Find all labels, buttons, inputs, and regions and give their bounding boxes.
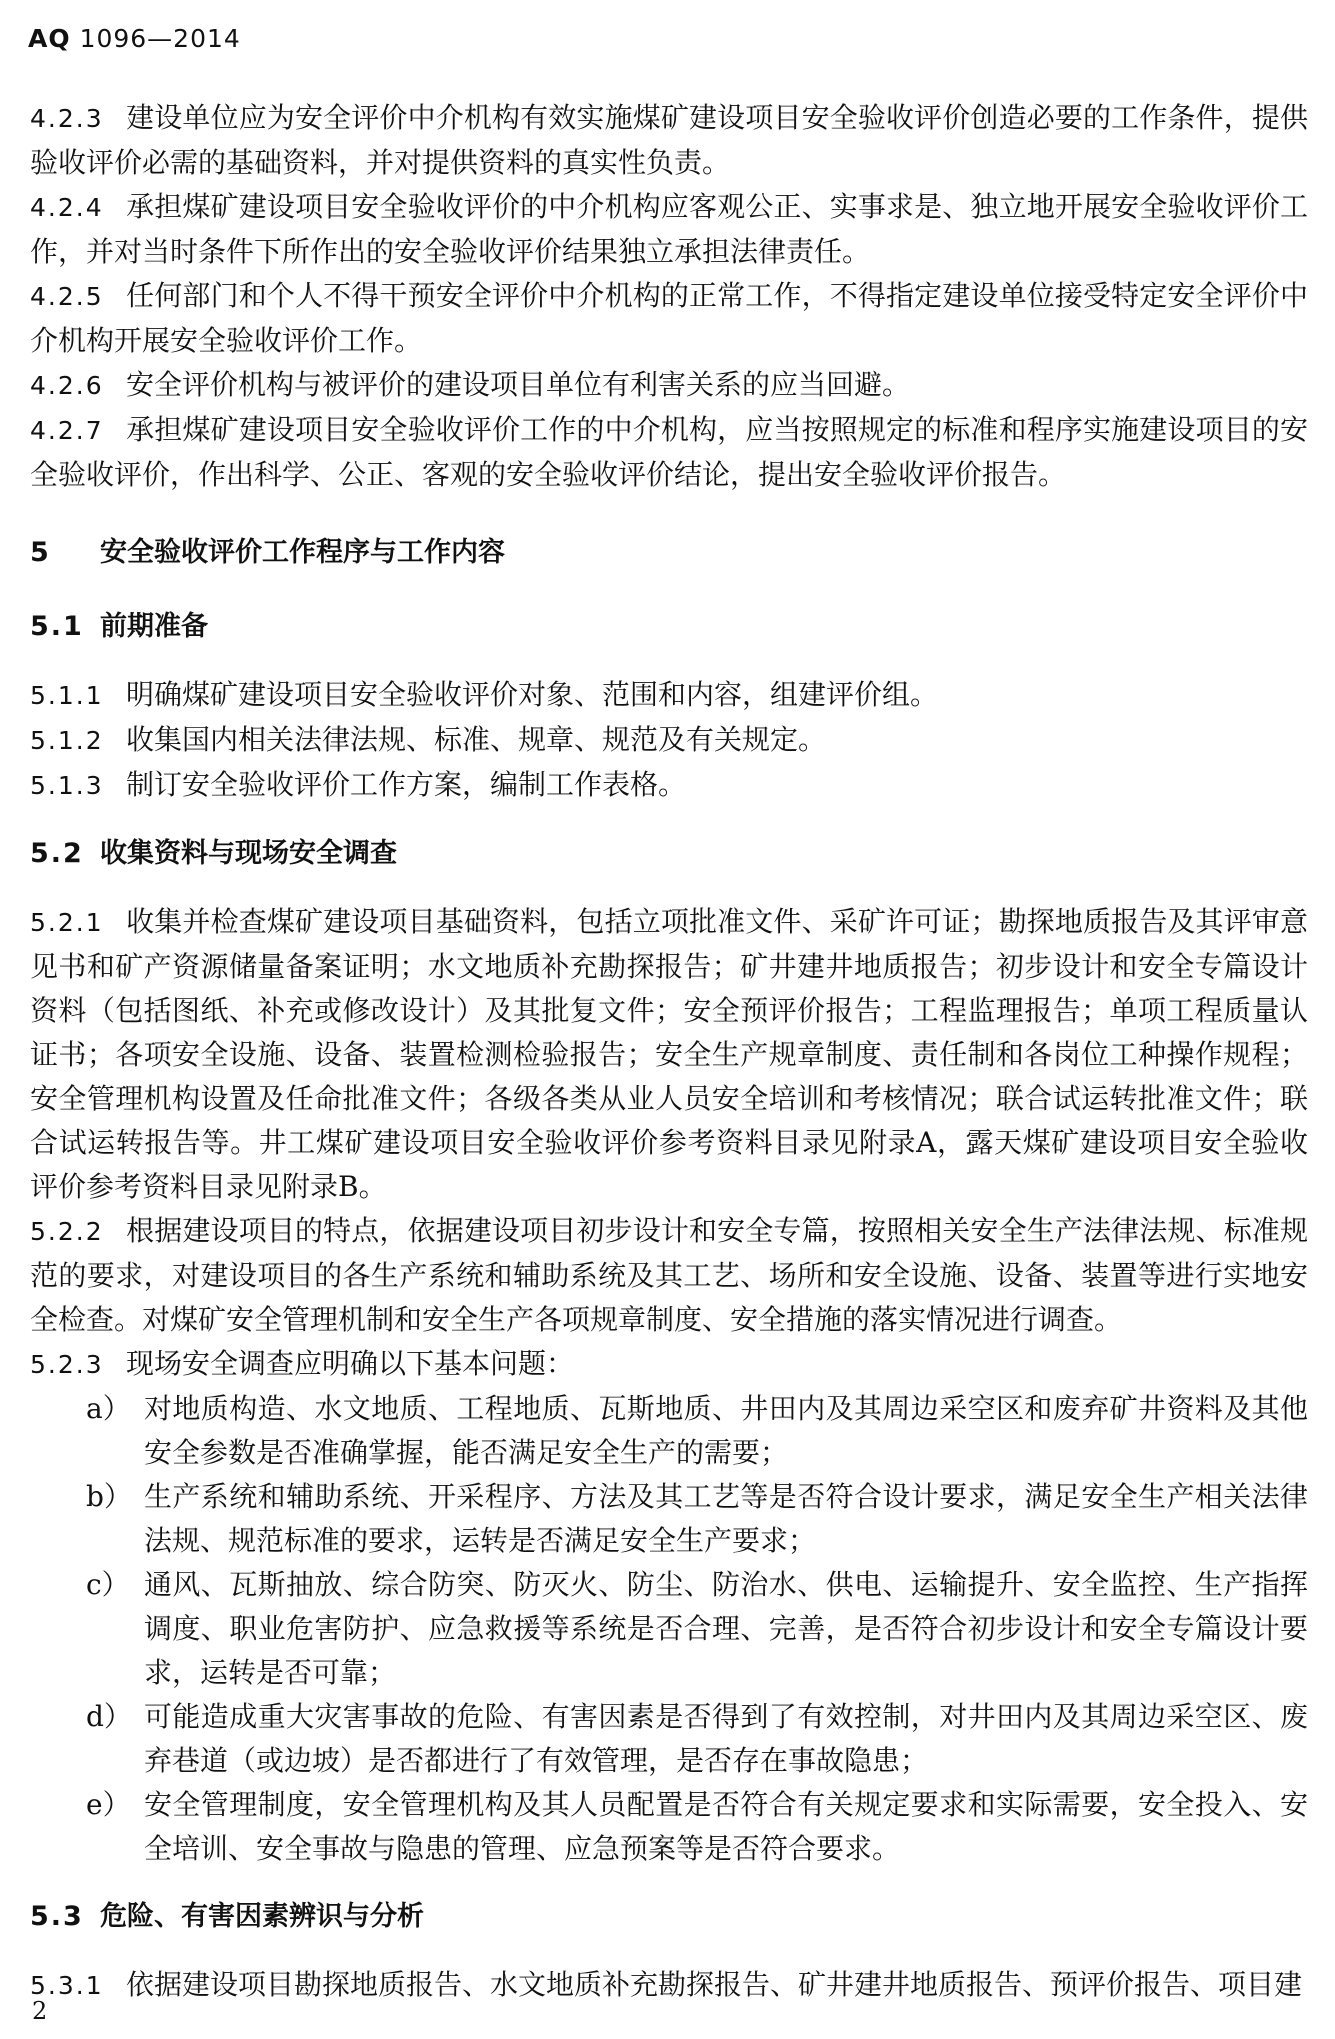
list-item [30, 1563, 1308, 1695]
section-heading-5-2 [30, 834, 1308, 874]
requirement-list [30, 1387, 1308, 1871]
section-number: 5 [30, 537, 51, 568]
clause-number: 4.2.6 [30, 371, 104, 400]
clause-number: 5.2.3 [30, 1350, 104, 1379]
section-heading-5-1 [30, 607, 1308, 647]
list-text: 通风、瓦斯抽放、综合防突、防灭火、防尘、防治水、供电、运输提升、安全监控、生产指挥调度、职业危害防护、应急救援等系统是否合理、完善，是否符合初步设计和安全专篇设计要求，运转是否可靠； [144, 1568, 1308, 1689]
clause-text: 根据建设项目的特点，依据建设项目初步设计和安全专篇，按照相关安全生产法律法规、标准规范的要求，对建设项目的各生产系统和辅助系统及其工艺、场所和安全设施、设备、装置等进行实地安全检查。对煤矿安全管理机制和安全生产各项规章制度、安全措施的落实情况进行调查。 [30, 1214, 1308, 1336]
standard-header [28, 24, 241, 53]
section-title: 危险、有害因素辨识与分析 [100, 1901, 424, 1932]
clause-number: 5.1.3 [30, 771, 104, 800]
section-heading-5-3 [30, 1897, 1308, 1937]
clause-5-2-1 [30, 900, 1308, 1209]
document-body [30, 96, 1308, 2008]
clause-text: 依据建设项目勘探地质报告、水文地质补充勘探报告、矿井建井地质报告、预评价报告、项目建 [126, 1968, 1303, 2001]
clause-text: 现场安全调查应明确以下基本问题： [126, 1347, 575, 1380]
clause-number: 4.2.3 [30, 104, 104, 133]
section-title: 安全验收评价工作程序与工作内容 [100, 537, 505, 568]
clause-5-1-3 [30, 763, 1308, 808]
section-heading-5 [30, 533, 1308, 573]
clause-text: 建设单位应为安全评价中介机构有效实施煤矿建设项目安全验收评价创造必要的工作条件，提供验收评价必需的基础资料，并对提供资料的真实性负责。 [30, 101, 1308, 179]
clause-text: 收集国内相关法律法规、标准、规章、规范及有关规定。 [126, 723, 827, 756]
clause-4-2-7 [30, 408, 1308, 497]
clause-5-3-1 [30, 1963, 1308, 2008]
section-title: 前期准备 [100, 611, 208, 642]
list-item [30, 1387, 1308, 1475]
clause-4-2-5 [30, 274, 1308, 363]
list-item [30, 1475, 1308, 1563]
list-marker: d） [86, 1700, 132, 1733]
section-title: 收集资料与现场安全调查 [100, 838, 397, 869]
clause-4-2-4 [30, 185, 1308, 274]
clause-number: 4.2.4 [30, 193, 104, 222]
list-item [30, 1783, 1308, 1871]
clause-text: 承担煤矿建设项目安全验收评价工作的中介机构，应当按照规定的标准和程序实施建设项目的安全验收评价，作出科学、公正、客观的安全验收评价结论，提出安全验收评价报告。 [30, 413, 1308, 491]
clause-number: 5.2.2 [30, 1217, 104, 1246]
clause-number: 4.2.7 [30, 416, 104, 445]
list-text: 对地质构造、水文地质、工程地质、瓦斯地质、井田内及其周边采空区和废弃矿井资料及其他安全参数是否准确掌握，能否满足安全生产的需要； [144, 1392, 1308, 1469]
list-text: 可能造成重大灾害事故的危险、有害因素是否得到了有效控制，对井田内及其周边采空区、废弃巷道（或边坡）是否都进行了有效管理，是否存在事故隐患； [144, 1700, 1308, 1777]
clause-text: 制订安全验收评价工作方案，编制工作表格。 [126, 768, 687, 801]
clause-4-2-3 [30, 96, 1308, 185]
list-marker: c） [86, 1568, 130, 1601]
clause-number: 5.1.1 [30, 681, 104, 710]
clause-5-2-2 [30, 1209, 1308, 1342]
clause-text: 明确煤矿建设项目安全验收评价对象、范围和内容，组建评价组。 [126, 678, 939, 711]
clause-number: 5.1.2 [30, 726, 104, 755]
clause-number: 4.2.5 [30, 282, 104, 311]
clause-5-1-1 [30, 673, 1308, 718]
page-number: 2 [32, 1997, 48, 2025]
clause-text: 收集并检查煤矿建设项目基础资料，包括立项批准文件、采矿许可证；勘探地质报告及其评审意见书和矿产资源储量备案证明；水文地质补充勘探报告；矿井建井地质报告；初步设计和安全专篇设计资料（包括图纸、补充或修改设计）及其批复文件；安全预评价报告；工程监理报告；单项工程质量认证书；各项安全设施、设备、装置检测检验报告；安全生产规章制度、责任制和各岗位工种操作规程；安全管理机构设置及任命批准文件；各级各类从业人员安全培训和考核情况；联合试运转批准文件；联合试运转报告等。井工煤矿建设项目安全验收评价参考资料目录见附录A，露天煤矿建设项目安全验收评价参考资料目录见附录B。 [30, 905, 1308, 1203]
clause-5-2-3 [30, 1342, 1308, 1387]
clause-text: 任何部门和个人不得干预安全评价中介机构的正常工作，不得指定建设单位接受特定安全评价中介机构开展安全验收评价工作。 [30, 279, 1308, 357]
section-number: 5.3 [30, 1901, 84, 1932]
list-text: 生产系统和辅助系统、开采程序、方法及其工艺等是否符合设计要求，满足安全生产相关法律法规、规范标准的要求，运转是否满足安全生产要求； [144, 1480, 1308, 1557]
standard-number: 1096—2014 [79, 24, 241, 53]
standard-code: AQ [28, 24, 71, 53]
clause-text: 安全评价机构与被评价的建设项目单位有利害关系的应当回避。 [126, 368, 911, 401]
section-number: 5.2 [30, 838, 84, 869]
clause-number: 5.2.1 [30, 908, 104, 937]
list-item [30, 1695, 1308, 1783]
section-number: 5.1 [30, 611, 84, 642]
list-marker: a） [86, 1392, 131, 1425]
clause-5-1-2 [30, 718, 1308, 763]
clause-text: 承担煤矿建设项目安全验收评价的中介机构应客观公正、实事求是、独立地开展安全验收评价工作，并对当时条件下所作出的安全验收评价结果独立承担法律责任。 [30, 190, 1308, 268]
clause-number: 5.3.1 [30, 1971, 104, 2000]
list-text: 安全管理制度，安全管理机构及其人员配置是否符合有关规定要求和实际需要，安全投入、安全培训、安全事故与隐患的管理、应急预案等是否符合要求。 [144, 1788, 1308, 1865]
clause-4-2-6 [30, 363, 1308, 408]
list-marker: b） [86, 1480, 132, 1513]
list-marker: e） [86, 1788, 131, 1821]
